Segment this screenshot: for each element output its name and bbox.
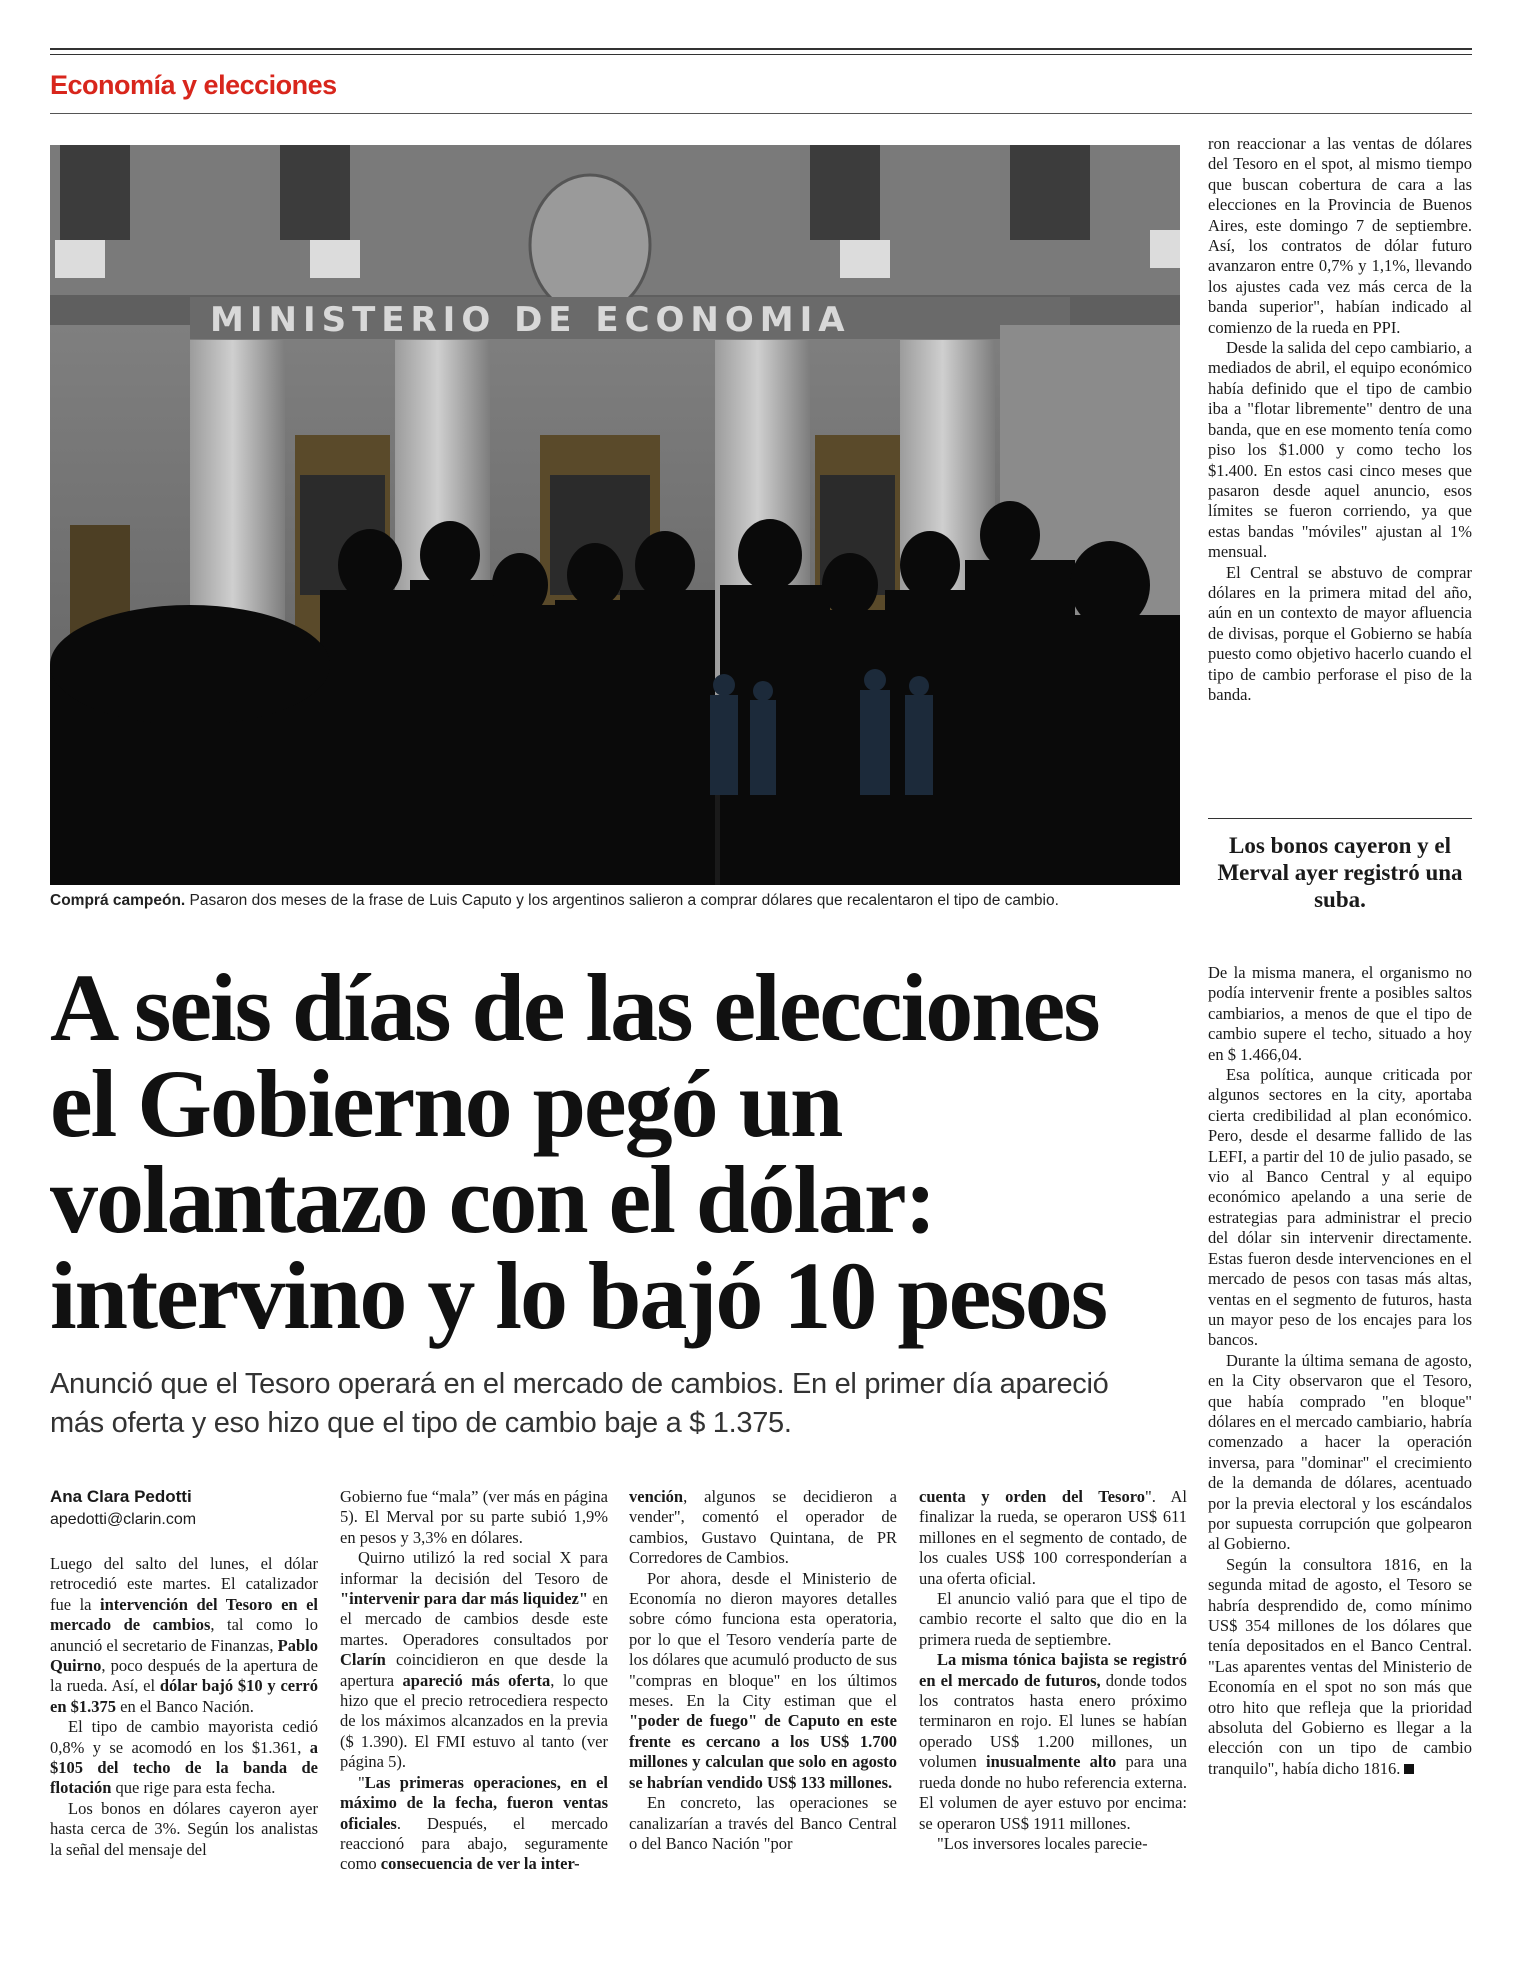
article-column-5-top: ron reaccionar a las ventas de dólares del Tesoro en el spot, al mismo tiempo que buscan cobertura de cara a las elecciones en la Provincia de Buenos Aires, este domingo 7 de septiembre. Así, los contratos de dólar futuro avanzaron entre 0,7% y 1,1%, llevando los ajustes cada vez más cerca de la banda superior", habían indicado al comienzo de la rueda en PPI. Desde la salida del cepo cambiario, a mediados de abril, el equipo económico había definido que el tipo de cambio iba a "flotar libremente" dentro de una banda, que en ese momento tenía como piso los $1.000 y como techo los $1.400. En estos casi cinco meses que pasaron desde aquel anuncio, esos límites se fueron corriendo, ya que estas bandas "móviles" ajustan al 1% mensual. El Central se abstuvo de comprar dólares en la primera mitad del año, aún en un contexto de mayor afluencia de divisas, porque el Gobierno se había puesto como objetivo hacerlo cuando el tipo de cambio perforase el piso de la banda. — [1208, 134, 1472, 704]
article-column-2: Gobierno fue “mala” (ver más en página 5). El Merval por su parte subió 1,9% en pesos y 3,3% en dólares. Quirno utilizó la red social X para informar la decisión del Tesoro de "intervenir para dar más liquidez" en el mercado de cambios desde este martes. Operadores consultados por Clarín coincidieron en que desde la apertura apareció más oferta, lo que hizo que el precio retrocediera respecto de los máximos alcanzados en la previa ($ 1.390). El FMI estuvo al tanto (ver página 5). "Las primeras operaciones, en el máximo de la fecha, fueron ventas oficiales. Después, el mercado reaccionó para abajo, seguramente como consecuencia de ver la inter- — [340, 1487, 608, 1874]
pullquote-rule-top — [1208, 818, 1472, 819]
ministry-photo — [50, 145, 1180, 885]
top-rule — [50, 48, 1472, 50]
article-column-4: cuenta y orden del Tesoro". Al finalizar la rueda, se operaron US$ 611 millones en el segmento de contado, de los cuales US$ 100 corresponderían a una oferta oficial. El anuncio valió para que el tipo de cambio recorte el salto que dio en la primera rueda de septiembre. La misma tónica bajista se registró en el mercado de futuros, donde todos los contratos hasta enero próximo terminaron en rojo. El lunes se habían operado US$ 1.200 millones, un volumen inusualmente alto para una rueda donde no hubo referencia externa. El volumen de ayer estuvo por encima: se operaron US$ 1911 millones. "Los inversores locales parecie- — [919, 1487, 1187, 1853]
section-title: Economía y elecciones — [50, 70, 337, 100]
building-sign: MINISTERIO DE ECONOMIA — [210, 300, 851, 340]
article-column-3: vención, algunos se decidieron a vender", comentó el operador de cambios, Gustavo Quintana, de PR Corredores de Cambios. Por ahora, desde el Ministerio de Economía no dieron mayores detalles sobre cómo funciona esta operatoria, por lo que el Tesoro vendería parte de los dólares que acumuló producto de sus "compras en bloque" en los últimos meses. En la City estiman que el "poder de fuego" de Caputo en este frente es cercano a los US$ 1.700 millones y calculan que solo en agosto se habrían vendido US$ 133 millones. En concreto, las operaciones se canalizarían a través del Banco Central o del Banco Nación "por — [629, 1487, 897, 1853]
end-mark-icon — [1404, 1764, 1414, 1774]
section-rule — [50, 113, 1472, 114]
caption-text: Pasaron dos meses de la frase de Luis Caputo y los argentinos salieron a comprar dólares que recalentaron el tipo de cambio. — [185, 892, 1059, 909]
subheadline: Anunció que el Tesoro operará en el mercado de cambios. En el primer día apareció más oferta y eso hizo que el tipo de cambio baje a $ 1.375. — [50, 1368, 1109, 1439]
headline-line: intervino y lo bajó 10 pesos — [50, 1242, 1107, 1349]
headline-line: volantazo con el dólar: — [50, 1146, 935, 1253]
article-column-1: Luego del salto del lunes, el dólar retrocedió este martes. El catalizador fue la intervención del Tesoro en el mercado de cambios, tal como lo anunció el secretario de Finanzas, Pablo Quirno, poco después de la apertura de la rueda. Así, el dólar bajó $10 y cerró en $1.375 en el Banco Nación. El tipo de cambio mayorista cedió 0,8% y se acomodó en los $1.361, a $105 del techo de la banda de flotación que rige para esta fecha. Los bonos en dólares cayeron ayer hasta cerca de 3%. Según los analistas la señal del mensaje del — [50, 1554, 319, 1859]
article-column-5-bottom: De la misma manera, el organismo no podía intervenir frente a posibles saltos cambiarios, a menos de que el tipo de cambio supere el techo, situado a hoy en $ 1.466,04. Esa política, aunque criticada por algunos sectores en la city, aportaba cierta credibilidad al plan económico. Pero, desde el desarme fallido de las LEFI, a partir del 10 de julio pasado, se vio al Banco Central y al equipo económico apelando a una serie de estrategias para administrar el precio del dólar sin intervenir directamente. Estas fueron desde intervenciones en el mercado de pesos con tasas más altas, ventas en el segmento de futuros, hasta un mayor peso de los encajes para los bancos. Durante la última semana de agosto, en la City observaron que el Tesoro, que había comprado "en bloque" dólares en el mercado cambiario, habría comenzado a hacer la operación inversa, para "dominar" el crecimiento de la demanda de dólares, acentuado por la previa electoral y los escándalos por supuesta corrupción que golpearon al Gobierno. Según la consultora 1816, en la segunda mitad de agosto, el Tesoro se habría desprendido de, como mínimo US$ 354 millones de los dólares que tenía depositados en el Banco Central. "Las aparentes ventas del Ministerio de Economía en el spot no son más que otro hito que refleja que la prioridad absoluta del Gobierno es llegar a la elección con un tipo de cambio tranquilo", había dicho 1816. — [1208, 963, 1472, 1778]
headline — [50, 954, 1170, 1349]
pullquote: Los bonos cayeron y el Merval ayer registró una suba. — [1217, 833, 1463, 912]
top-rule-thin — [50, 54, 1472, 55]
headline-line: A seis días de las elecciones — [50, 954, 1099, 1061]
byline — [50, 1487, 196, 1529]
author-email[interactable]: apedotti@clarin.com — [50, 1511, 197, 1528]
photo-caption — [50, 892, 1180, 910]
headline-line: el Gobierno pegó un — [50, 1050, 842, 1157]
caption-lead: Comprá campeón. — [50, 892, 186, 909]
author-name: Ana Clara Pedotti — [50, 1487, 192, 1506]
